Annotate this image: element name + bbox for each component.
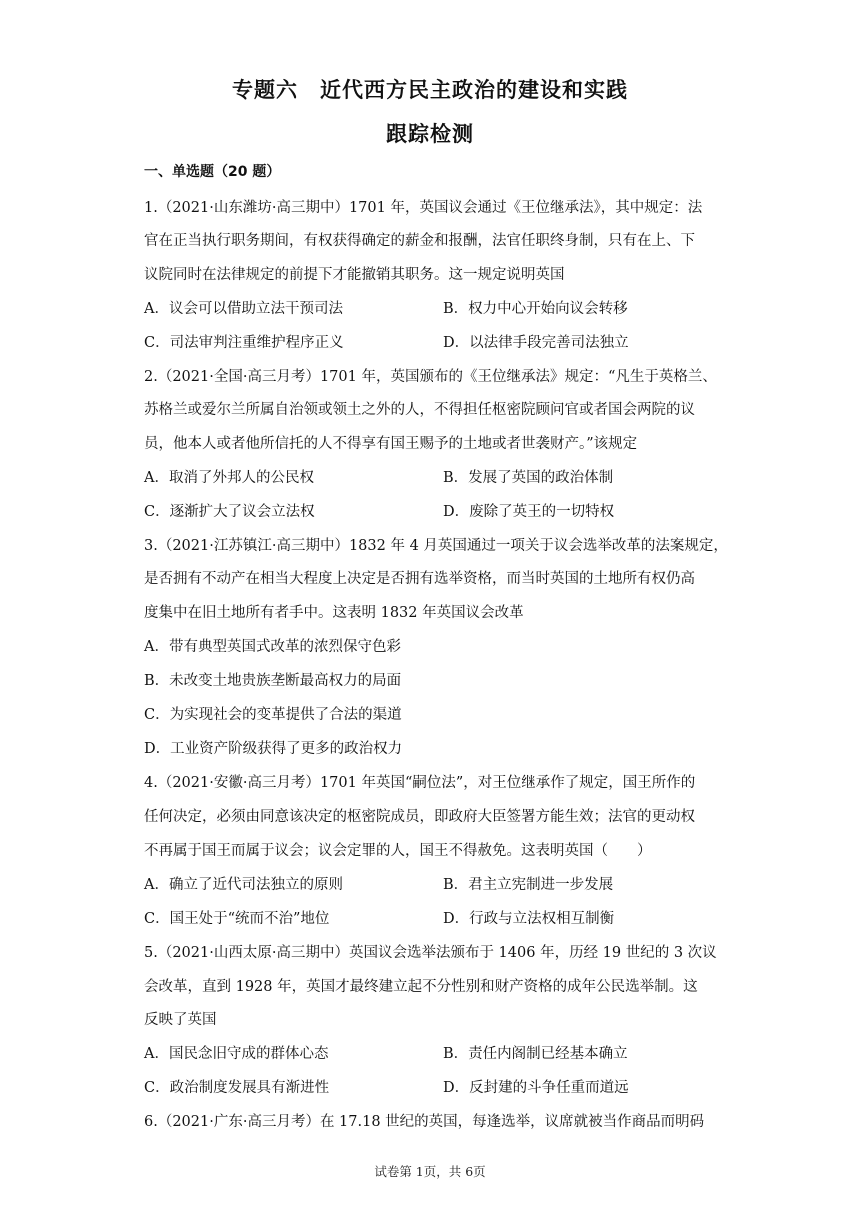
question-4-option-b: B．君主立宪制进一步发展 bbox=[443, 877, 614, 893]
question-4-option-c: C．国王处于“统而不治”地位 bbox=[144, 911, 330, 927]
question-2-option-a: A．取消了外邦人的公民权 bbox=[144, 470, 314, 486]
page-footer: 试卷第 1页，共 6页 bbox=[374, 1164, 486, 1179]
question-4-option-a: A．确立了近代司法独立的原则 bbox=[144, 877, 343, 893]
question-3-line-1: 3.（2021·江苏镇江·高三期中）1832 年 4 月英国通过一项关于议会选举改革的法案规定， bbox=[144, 538, 728, 554]
question-1-line-1: 1.（2021·山东潍坊·高三期中）1701 年，英国议会通过《王位继承法》，其中规定：法 bbox=[144, 200, 703, 216]
question-5-option-c: C．政治制度发展具有渐进性 bbox=[144, 1080, 330, 1096]
question-2-line-3: 员，他本人或者他所信托的人不得享有国王赐予的土地或者世袭财产。”该规定 bbox=[144, 436, 638, 452]
page-title bbox=[0, 74, 860, 104]
question-2-line-2: 苏格兰或爱尔兰所属自治领或领土之外的人，不得担任枢密院顾问官或者国会两院的议 bbox=[144, 402, 695, 418]
question-3-option-a: A．带有典型英国式改革的浓烈保守色彩 bbox=[144, 639, 401, 655]
question-1-option-c: C．司法审判注重维护程序正义 bbox=[144, 335, 344, 351]
question-5-option-a: A．国民念旧守成的群体心态 bbox=[144, 1046, 329, 1062]
question-5-option-b: B．责任内阁制已经基本确立 bbox=[443, 1046, 628, 1062]
question-5-line-1: 5.（2021·山西太原·高三期中）英国议会选举法颁布于 1406 年，历经 19 世纪的 3 次议 bbox=[144, 945, 717, 961]
question-2-option-b: B．发展了英国的政治体制 bbox=[443, 470, 614, 486]
question-3-option-b: B．未改变土地贵族垄断最高权力的局面 bbox=[144, 673, 402, 689]
question-5-line-2: 会改革，直到 1928 年，英国才最终建立起不分性别和财产资格的成年公民选举制。这 bbox=[144, 979, 698, 995]
question-4-line-2: 任何决定，必须由同意该决定的枢密院成员，即政府大臣签署方能生效；法官的更动权 bbox=[144, 809, 695, 825]
question-5-option-d: D．反封建的斗争任重而道远 bbox=[443, 1080, 629, 1096]
question-1-option-a: A．议会可以借助立法干预司法 bbox=[144, 301, 343, 317]
question-1-line-3: 议院同时在法律规定的前提下才能撤销其职务。这一规定说明英国 bbox=[144, 267, 565, 283]
title-topic-name: 近代西方民主政治的建设和实践 bbox=[320, 78, 628, 102]
title-topic-number: 专题六 bbox=[232, 78, 298, 102]
question-3-option-d: D．工业资产阶级获得了更多的政治权力 bbox=[144, 741, 403, 757]
question-4-option-d: D．行政与立法权相互制衡 bbox=[443, 911, 615, 927]
question-4-line-1: 4.（2021·安徽·高三月考）1701 年英国“嗣位法”，对王位继承作了规定，国王所作的 bbox=[144, 775, 696, 791]
question-1-option-b: B．权力中心开始向议会转移 bbox=[443, 301, 628, 317]
question-2-option-c: C．逐渐扩大了议会立法权 bbox=[144, 504, 315, 520]
question-3-line-2: 是否拥有不动产在相当大程度上决定是否拥有选举资格，而当时英国的土地所有权仍高 bbox=[144, 571, 695, 587]
question-1-option-d: D．以法律手段完善司法独立 bbox=[443, 335, 629, 351]
question-5-line-3: 反映了英国 bbox=[144, 1012, 217, 1028]
section-heading: 一、单选题（20 题） bbox=[144, 164, 281, 180]
question-6-line-1: 6.（2021·广东·高三月考）在 17.18 世纪的英国，每逢选举，议席就被当作商品而明码 bbox=[144, 1114, 705, 1130]
question-1-line-2: 官在正当执行职务期间，有权获得确定的薪金和报酬，法官任职终身制，只有在上、下 bbox=[144, 233, 695, 249]
question-4-line-3: 不再属于国王而属于议会；议会定罪的人，国王不得赦免。这表明英国（ ） bbox=[144, 843, 652, 859]
question-3-option-c: C．为实现社会的变革提供了合法的渠道 bbox=[144, 707, 402, 723]
page-subtitle: 跟踪检测 bbox=[386, 122, 474, 146]
question-2-option-d: D．废除了英王的一切特权 bbox=[443, 504, 615, 520]
question-3-line-3: 度集中在旧土地所有者手中。这表明 1832 年英国议会改革 bbox=[144, 605, 524, 621]
question-2-line-1: 2.（2021·全国·高三月考）1701 年，英国颁布的《王位继承法》规定：“凡生于英格兰、 bbox=[144, 369, 717, 385]
